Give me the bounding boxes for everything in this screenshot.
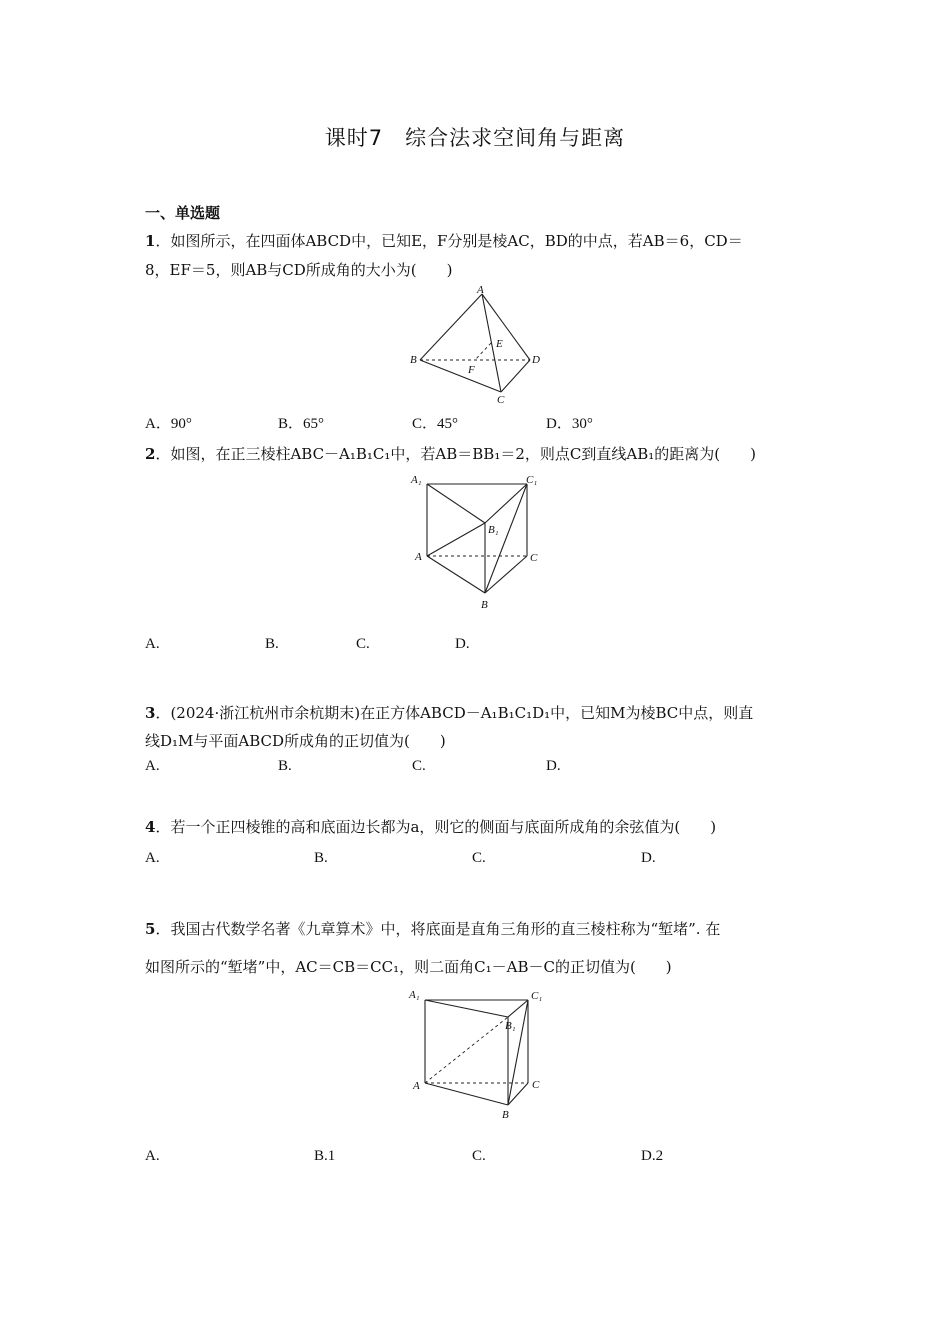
edge-ab [427, 556, 485, 593]
question-2-number: 2 [145, 445, 156, 463]
question-4-option-c[interactable]: C. [472, 850, 486, 866]
section-heading: 一、单选题 [145, 204, 221, 222]
label-c1: C₁ [526, 474, 538, 486]
question-5-number: 5 [145, 920, 156, 938]
label-a: A [415, 551, 422, 563]
question-2-option-d[interactable]: D. [455, 636, 470, 652]
question-4-option-a[interactable]: A. [145, 850, 160, 866]
question-1-option-c[interactable]: C．45° [412, 416, 459, 432]
label-b: B [481, 599, 488, 611]
question-4-option-d[interactable]: D. [641, 850, 656, 866]
question-2-figure [405, 470, 555, 615]
label-b: B [410, 354, 417, 366]
question-2-option-c[interactable]: C. [356, 636, 370, 652]
label-a1: A₁ [409, 989, 420, 1001]
question-4-text: ．若一个正四棱锥的高和底面边长都为a，则它的侧面与底面所成角的余弦值为( ) [155, 818, 717, 836]
label-c: C [530, 552, 538, 564]
question-1-option-b[interactable]: B．65° [278, 416, 325, 432]
edge-cb [485, 556, 527, 593]
edge-bc [420, 360, 501, 392]
question-3-option-c[interactable]: C. [412, 758, 426, 774]
edge-cb [508, 1083, 528, 1105]
question-5-option-a[interactable]: A. [145, 1148, 160, 1164]
label-b: B [502, 1109, 509, 1121]
question-1-figure [405, 282, 555, 407]
label-e: E [496, 338, 503, 350]
question-3-option-a[interactable]: A. [145, 758, 160, 774]
question-5-option-b[interactable]: B.1 [314, 1148, 336, 1164]
question-3-line-1 [145, 702, 753, 723]
question-5-line-1 [145, 918, 720, 939]
question-5-option-d[interactable]: D.2 [641, 1148, 664, 1164]
question-1-option-a[interactable]: A．90° [145, 416, 192, 432]
label-c: C [532, 1079, 540, 1091]
label-b1: B₁ [505, 1020, 516, 1032]
question-1-line-1 [145, 230, 743, 251]
question-1-option-d[interactable]: D．30° [546, 416, 593, 432]
label-c: C [497, 394, 505, 406]
question-3-line-2: 线D₁M与平面ABCD所成角的正切值为( ) [145, 732, 446, 750]
segment-c1b [508, 1000, 528, 1105]
page-title: 课时7 综合法求空间角与距离 [324, 126, 626, 150]
label-d: D [532, 354, 540, 366]
segment-ab1-hidden [425, 1017, 508, 1083]
question-4-option-b[interactable]: B. [314, 850, 328, 866]
edge-c1b1 [485, 484, 527, 523]
question-1-line-2: 8，EF＝5，则AB与CD所成角的大小为( ) [145, 261, 453, 279]
question-4-number: 4 [145, 818, 156, 836]
question-2-option-b[interactable]: B. [265, 636, 279, 652]
edge-ab [420, 294, 482, 360]
edge-a1b1 [427, 484, 485, 523]
question-3-text: ．(2024·浙江杭州市余杭期末)在正方体ABCD－A₁B₁C₁D₁中，已知M为棱BC中点，则直 [155, 704, 754, 722]
segment-ab1 [427, 523, 485, 556]
edge-cd [501, 360, 530, 392]
label-f: F [468, 364, 475, 376]
question-5-option-c[interactable]: C. [472, 1148, 486, 1164]
question-3-option-d[interactable]: D. [546, 758, 561, 774]
question-5-line-2: 如图所示的“堑堵”中，AC＝CB＝CC₁，则二面角C₁－AB－C的正切值为( ) [145, 958, 672, 976]
question-2-option-a[interactable]: A. [145, 636, 160, 652]
question-1-number: 1 [145, 232, 156, 250]
question-2-text: ．如图，在正三棱柱ABC－A₁B₁C₁中，若AB＝BB₁＝2，则点C到直线AB₁的距离为( ) [155, 445, 756, 463]
question-3-option-b[interactable]: B. [278, 758, 292, 774]
label-b1: B₁ [488, 524, 499, 536]
segment-c1b [485, 484, 527, 593]
label-c1: C₁ [531, 990, 543, 1002]
label-a: A [477, 284, 484, 296]
question-1-text: ．如图所示，在四面体ABCD中，已知E，F分别是棱AC，BD的中点，若AB＝6，CD＝ [155, 232, 743, 250]
question-4-line-1 [145, 816, 716, 837]
segment-ef-hidden [475, 343, 491, 360]
question-5-figure [405, 985, 555, 1125]
question-2-line-1 [145, 443, 756, 464]
label-a: A [413, 1080, 420, 1092]
edge-ab [425, 1083, 508, 1105]
edge-a1b1 [425, 1000, 508, 1017]
edge-ad [482, 294, 530, 360]
question-3-number: 3 [145, 704, 156, 722]
label-a1: A₁ [411, 474, 422, 486]
question-5-text: ．我国古代数学名著《九章算术》中，将底面是直角三角形的直三棱柱称为“堑堵”. 在 [155, 920, 721, 938]
